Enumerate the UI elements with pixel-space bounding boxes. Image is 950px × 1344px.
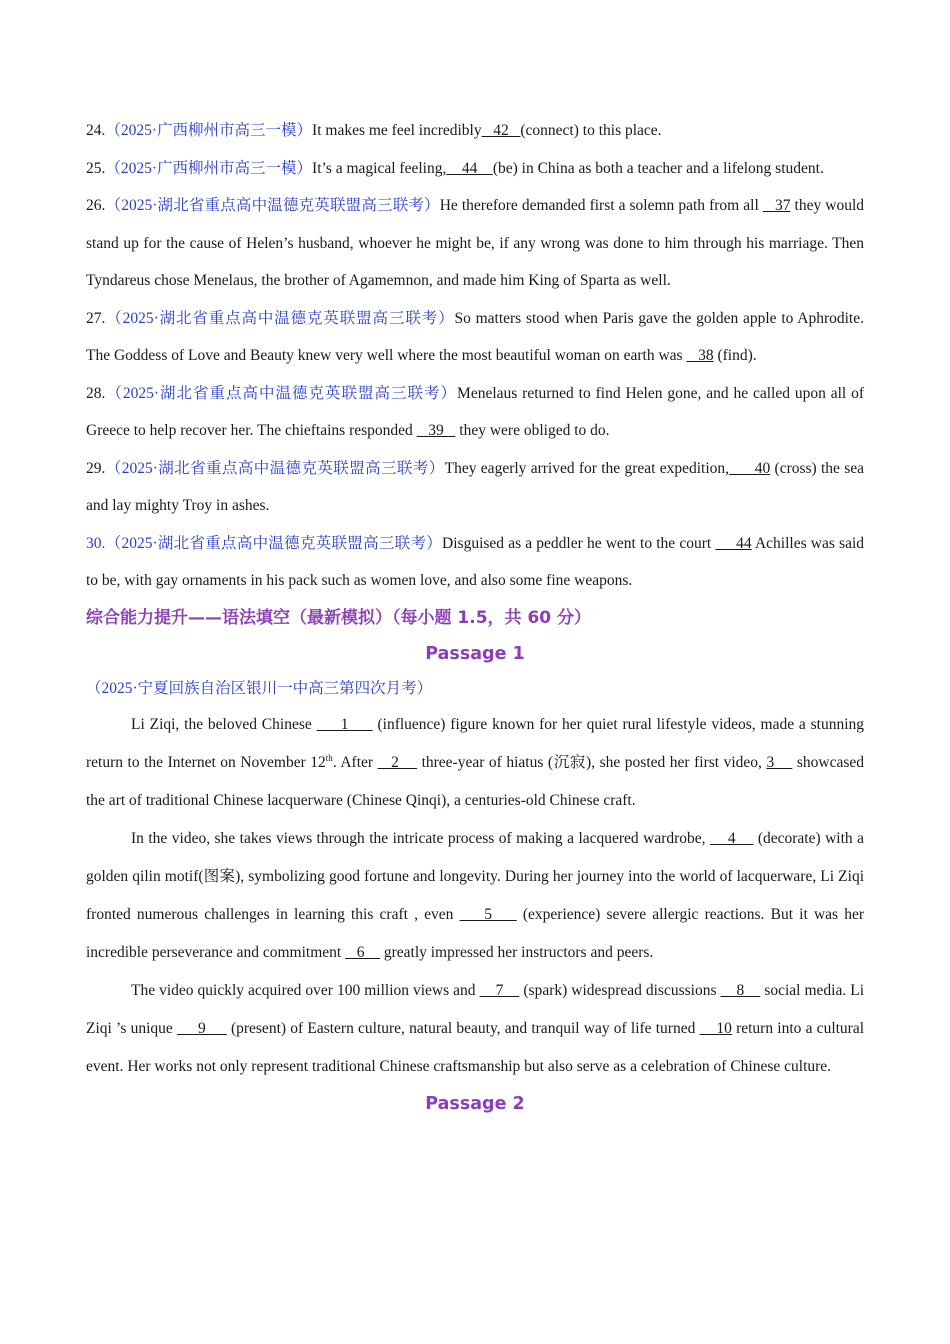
question-number: 30. bbox=[86, 534, 106, 552]
passage-1-paragraph-3: The video quickly acquired over 100 million views and 7 (spark) widespread discussions 8 social media. Li Ziqi ’s unique 9 (present) of Eastern culture, natural beauty, and tranquil way of life turned 10 return into a cultural event. Her works not only represent traditional Chinese craftsmanship but also serve as a celebration of Chinese culture. bbox=[86, 981, 865, 1075]
answer-blank: 8 bbox=[720, 981, 761, 999]
question-source: （2025·湖北省重点高中温德克英联盟高三联考） bbox=[105, 534, 443, 552]
passage-1-paragraph-2: In the video, she takes views through the intricate process of making a lacquered wardrobe, 4 (decorate) with a golden qilin motif(图案), symbolizing good fortune and longevity. During her journey into the world of lacquerware, Li Ziqi fronted numerous challenges in learning this craft , even 5 (experience) severe allergic reactions. But it was her incredible perseverance and commitment 6 greatly impressed her instructors and peers. bbox=[86, 829, 865, 961]
answer-blank: 2 bbox=[377, 753, 418, 771]
question-number: 26. bbox=[86, 197, 106, 214]
answer-blank: 5 bbox=[459, 905, 517, 923]
question-text: Disguised as a peddler he went to the court bbox=[442, 534, 716, 552]
question-number: 24. bbox=[86, 122, 106, 139]
question-number: 29. bbox=[86, 459, 106, 477]
question-24 bbox=[86, 112, 864, 150]
question-text: Menelaus returned to find Helen gone, and he called upon all of Greece to help recover her. The chieftains responded bbox=[86, 384, 864, 439]
question-text: It makes me feel incredibly bbox=[312, 122, 482, 139]
question-number: 28. bbox=[86, 384, 106, 402]
passage-1-source: （2025·宁夏回族自治区银川一中高三第四次月考） bbox=[86, 679, 433, 697]
answer-blank: 4 bbox=[710, 829, 754, 847]
question-text: So matters stood when Paris gave the golden apple to Aphrodite. The Goddess of Love and Beauty knew very well where the most beautiful woman on earth was bbox=[86, 309, 864, 364]
answer-blank: 44 bbox=[446, 159, 493, 177]
answer-blank: 38 bbox=[686, 347, 714, 364]
question-source: （2025·湖北省重点高中温德克英联盟高三联考） bbox=[105, 197, 440, 214]
question-30 bbox=[86, 525, 864, 600]
passage-2-title: Passage 2 bbox=[425, 1093, 525, 1114]
passage-1-title: Passage 1 bbox=[425, 643, 525, 664]
answer-blank: 6 bbox=[345, 943, 380, 961]
question-source: （2025·湖北省重点高中温德克英联盟高三联考） bbox=[105, 309, 455, 327]
answer-blank: 42 bbox=[481, 122, 521, 139]
question-text-end: (cross) the sea and lay mighty Troy in ashes. bbox=[86, 459, 865, 514]
question-text: He therefore demanded first a solemn path from all bbox=[439, 197, 763, 214]
answer-blank: 37 bbox=[762, 197, 791, 214]
question-number: 25. bbox=[86, 159, 106, 177]
question-25 bbox=[86, 150, 864, 188]
question-number: 27. bbox=[86, 309, 106, 327]
question-text: It’s a magical feeling, bbox=[312, 159, 447, 177]
question-text: They eagerly arrived for the great expedition, bbox=[444, 459, 730, 477]
answer-blank: 7 bbox=[479, 981, 520, 999]
question-text-end: (find). bbox=[713, 347, 757, 364]
question-text-end: Achilles was said to be, with gay ornaments in his pack such as women love, and also some fine weapons. bbox=[86, 534, 865, 589]
question-source: （2025·湖北省重点高中温德克英联盟高三联考） bbox=[105, 384, 458, 402]
question-source: （2025·广西柳州市高三一模） bbox=[105, 159, 313, 177]
question-27 bbox=[86, 300, 864, 375]
answer-blank: 10 bbox=[699, 1019, 732, 1037]
document-page bbox=[86, 112, 864, 1122]
question-list bbox=[86, 112, 864, 600]
answer-blank: 9 bbox=[176, 1019, 227, 1037]
question-28 bbox=[86, 375, 864, 450]
answer-blank: 44 bbox=[715, 534, 752, 552]
answer-blank: 39 bbox=[416, 422, 456, 439]
question-source: （2025·广西柳州市高三一模） bbox=[105, 122, 313, 139]
question-29 bbox=[86, 450, 864, 525]
question-text-end: (be) in China as both a teacher and a lifelong student. bbox=[492, 159, 824, 177]
question-26 bbox=[86, 187, 864, 300]
question-text-end: they would stand up for the cause of Helen’s husband, whoever he might be, if any wrong was done to him through his marriage. Then Tyndareus chose Menelaus, the brother of Agamemnon, and made him King of Sparta as well. bbox=[86, 197, 865, 289]
section-title: 综合能力提升——语法填空（最新模拟）（每小题 1.5，共 60 分） bbox=[86, 607, 592, 628]
passage-1-paragraph-1: Li Ziqi, the beloved Chinese 1 (influence) figure known for her quiet rural lifestyle videos, made a stunning return to the Internet on November 12th. After 2 three-year of hiatus (沉寂), she posted her first video, 3 showcased the art of traditional Chinese lacquerware (Chinese Qinqi), a centuries-old Chinese craft. bbox=[86, 715, 865, 809]
question-text-end: they were obliged to do. bbox=[455, 422, 610, 439]
question-text-end: (connect) to this place. bbox=[520, 122, 662, 139]
answer-blank: 40 bbox=[729, 459, 771, 477]
answer-blank: 1 bbox=[316, 715, 373, 733]
question-source: （2025·湖北省重点高中温德克英联盟高三联考） bbox=[105, 459, 445, 477]
answer-blank: 3 bbox=[766, 753, 793, 771]
